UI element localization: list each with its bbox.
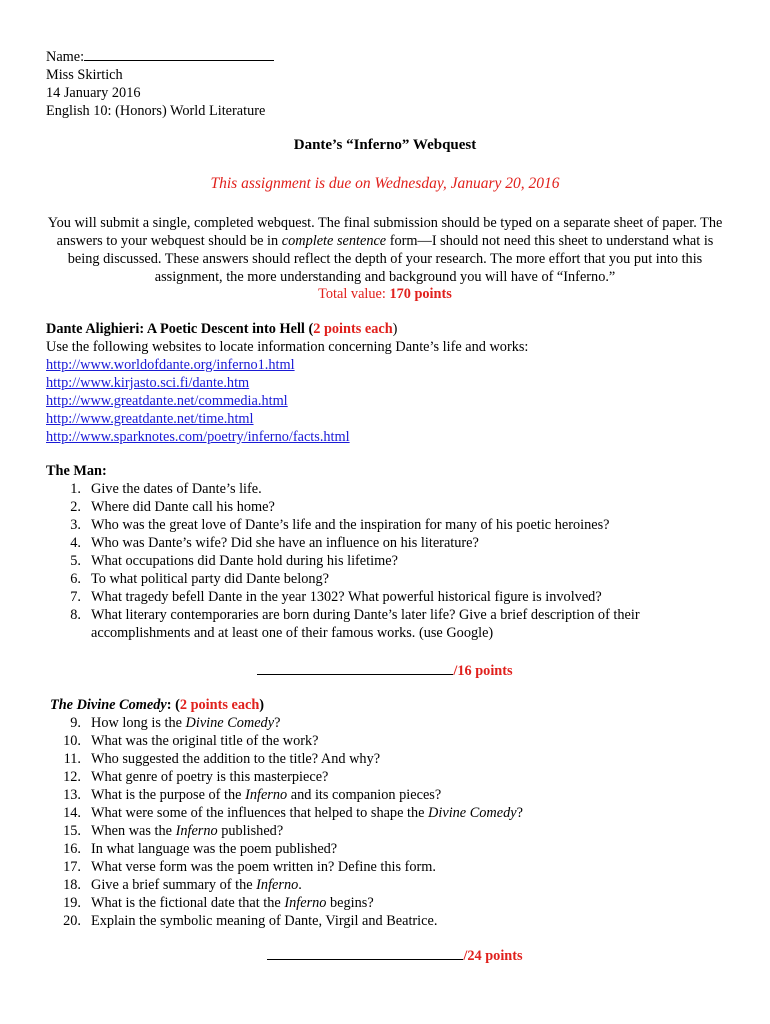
list-item [46,498,726,516]
question-number: 7. [70,589,81,605]
divine-heading-title: The Divine Comedy [50,697,167,713]
header-date: 14 January 2016 [46,85,141,101]
question-number: 3. [70,517,81,533]
question-number: 19. [63,895,81,911]
intro-emphasis: complete sentence [281,233,387,249]
section-divine-comedy [50,696,730,930]
list-item: 15. When was the Inferno published? [50,822,730,840]
divine-points: 2 points each [179,697,260,713]
section1-points: 2 points each [313,321,393,337]
list-item [46,534,726,552]
link-sparknotes[interactable]: http://www.sparknotes.com/poetry/inferno/facts.html [46,429,350,445]
divine-question-list [50,714,730,930]
divine-score-total: /24 points [463,948,523,964]
divine-heading-close: ) [259,697,265,713]
link-greatdante-time[interactable]: http://www.greatdante.net/time.html [46,411,254,427]
man-score-line [0,660,770,680]
list-item: 9. How long is the Divine Comedy? [50,714,730,732]
name-blank[interactable] [84,46,274,61]
list-item: 13. What is the purpose of the Inferno and its companion pieces? [50,786,730,804]
question-text: To what political party did Dante belong? [91,571,330,587]
list-item [46,588,726,606]
question-number: 6. [70,571,81,587]
link-greatdante-commedia[interactable]: http://www.greatdante.net/commedia.html [46,393,288,409]
question-number: 14. [63,805,81,821]
name-label: Name: [46,49,85,65]
list-item [46,606,726,642]
divine-heading [50,696,730,714]
question-number: 18. [63,877,81,893]
list-item [46,516,726,534]
score-blank[interactable] [267,945,463,960]
question-number: 16. [63,841,81,857]
man-heading: The Man: [46,463,107,479]
due-notice: This assignment is due on Wednesday, January 20, 2016 [210,175,560,192]
question-number: 15. [63,823,81,839]
section-the-man [46,462,726,642]
question-number: 12. [63,769,81,785]
question-number: 20. [63,913,81,929]
question-text: What literary contemporaries are born during Dante’s later life? Give a brief description of their accomplishments and at least one of their famous works. (use Google) [91,607,640,641]
question-text: Where did Dante call his home? [91,499,275,515]
total-value [0,285,770,303]
link-worldofdante[interactable]: http://www.worldofdante.org/inferno1.html [46,357,295,373]
total-label: Total value: [318,286,390,302]
list-item: 20. Explain the symbolic meaning of Dante, Virgil and Beatrice. [50,912,730,930]
question-number: 1. [70,481,81,497]
man-score-total: /16 points [453,663,513,679]
list-item: 17. What verse form was the poem written in? Define this form. [50,858,730,876]
document-title: Dante’s “Inferno” Webquest [293,137,477,153]
section-dante-alighieri [46,320,726,446]
link-kirjasto[interactable]: http://www.kirjasto.sci.fi/dante.htm [46,375,250,391]
question-number: 9. [70,715,81,731]
list-item [46,480,726,498]
question-number: 13. [63,787,81,803]
name-line [46,46,274,66]
section1-heading-close: ) [392,321,398,337]
teacher-name: Miss Skirtich [46,67,123,83]
question-text: Who was the great love of Dante’s life and the inspiration for many of his poetic heroines? [91,517,610,533]
question-number: 4. [70,535,81,551]
list-item: 18. Give a brief summary of the Inferno. [50,876,730,894]
course-name: English 10: (Honors) World Literature [46,103,266,119]
question-text: What tragedy befell Dante in the year 1302? What powerful historical figure is involved? [91,589,602,605]
question-text: What occupations did Dante hold during his lifetime? [91,553,398,569]
question-text: Give the dates of Dante’s life. [91,481,262,497]
list-item: 10. What was the original title of the work? [50,732,730,750]
header-block [46,46,274,120]
intro-text-1: You will submit a single, completed webquest. The final submission should be typed on a separate sheet of paper. The answers to your webquest should be in [47,215,723,249]
section1-instructions: Use the following websites to locate information concerning Dante’s life and works: [46,339,529,355]
question-number: 17. [63,859,81,875]
intro-paragraph [46,214,724,286]
question-number: 11. [63,751,81,767]
total-points: 170 points [389,286,452,302]
intro-text-2: form—I should not need this sheet to understand what is being discussed. These answers should reflect the depth of your research. The more effort that you put into this assignment, the more understanding and background you will have of “Inferno.” [67,233,714,285]
list-item [46,570,726,588]
list-item: 19. What is the fictional date that the Inferno begins? [50,894,730,912]
section1-heading-text: Dante Alighieri: A Poetic Descent into Hell ( [46,321,314,337]
man-question-list [46,480,726,642]
question-number: 2. [70,499,81,515]
list-item: 12. What genre of poetry is this masterpiece? [50,768,730,786]
divine-score-line [0,945,770,965]
section1-heading [46,320,726,338]
question-number: 10. [63,733,81,749]
list-item [46,552,726,570]
list-item: 16. In what language was the poem published? [50,840,730,858]
resource-links [46,356,726,446]
question-number: 8. [70,607,81,623]
list-item: 11. Who suggested the addition to the title? And why? [50,750,730,768]
divine-heading-colon: : ( [166,697,180,713]
question-number: 5. [70,553,81,569]
score-blank[interactable] [257,660,453,675]
list-item: 14. What were some of the influences that helped to shape the Divine Comedy? [50,804,730,822]
question-text: Who was Dante’s wife? Did she have an influence on his literature? [91,535,479,551]
